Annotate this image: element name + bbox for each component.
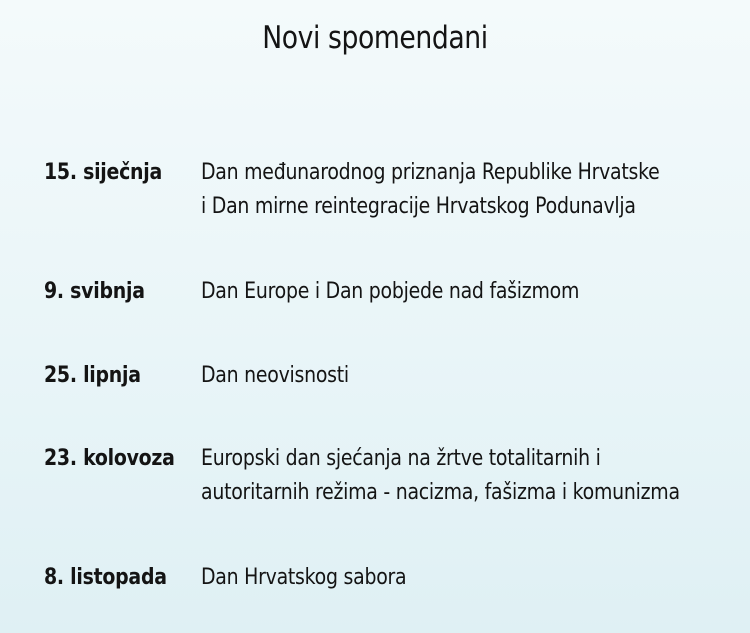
entry-description-line: autoritarnih režima - nacizma, fašizma i komunizma <box>201 480 680 505</box>
entry-description-line: Dan Hrvatskog sabora <box>201 565 407 590</box>
entry-description <box>201 442 683 510</box>
entry-date: 15. siječnja <box>44 160 163 185</box>
entry-description <box>201 156 683 224</box>
entry-description-line: Dan međunarodnog priznanja Republike Hrvatske <box>201 160 660 185</box>
entry-description <box>201 359 683 393</box>
entry-description-line: Europski dan sjećanja na žrtve totalitarnih i <box>201 446 601 471</box>
slide-title: Novi spomendani <box>262 20 488 56</box>
entry-date: 8. listopada <box>44 565 167 590</box>
entry-description-line: Dan neovisnosti <box>201 363 349 388</box>
entry-date: 25. lipnja <box>44 363 141 388</box>
entry-description-line: i Dan mirne reintegracije Hrvatskog Podunavlja <box>201 194 636 219</box>
entry-description-line: Dan Europe i Dan pobjede nad fašizmom <box>201 279 580 304</box>
entry-description <box>201 275 683 309</box>
entry-date: 9. svibnja <box>44 279 145 304</box>
entry-description <box>201 561 683 595</box>
entry-date: 23. kolovoza <box>44 446 175 471</box>
